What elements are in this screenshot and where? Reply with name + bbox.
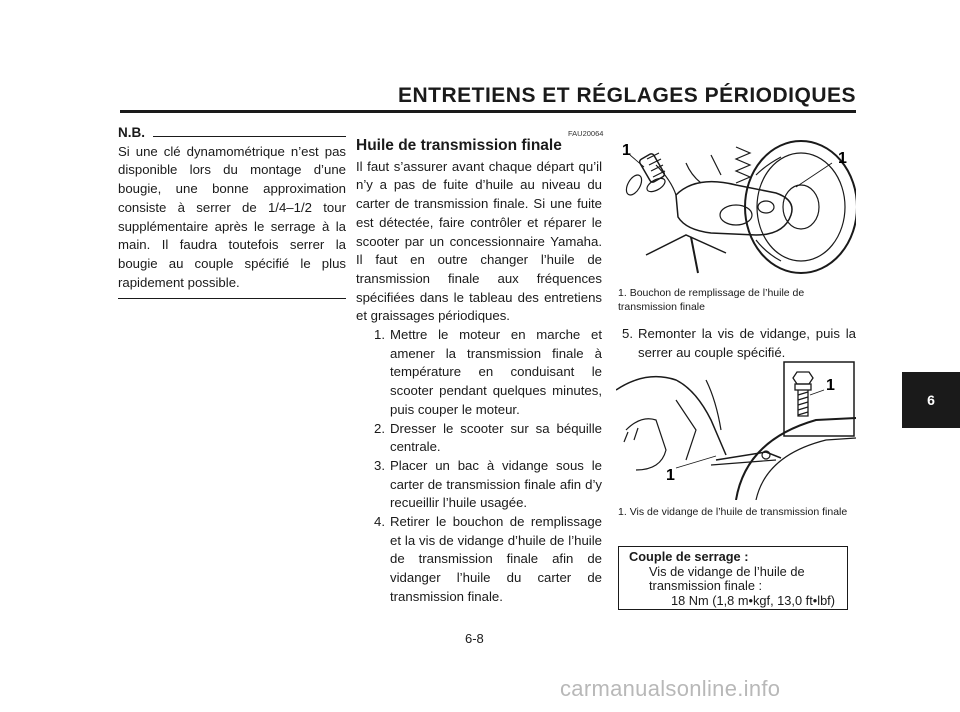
figure1-caption-number: 1. <box>618 287 627 299</box>
steps-list <box>356 326 602 607</box>
torque-item: Vis de vidange de l’huile de transmission finale : <box>649 563 805 593</box>
figure2-callout-main: 1 <box>666 467 675 484</box>
figure1-caption-text: Bouchon de remplissage de l’huile de transmission finale <box>618 287 805 313</box>
figure2-callout-detail: 1 <box>826 377 835 394</box>
figure2-caption-number: 1. <box>618 506 627 518</box>
step-number: 5. <box>622 326 633 341</box>
step-number: 1. <box>374 327 385 343</box>
note-label: N.B. <box>118 125 145 140</box>
note-text: Si une clé dynamométrique n’est pas disponible lors du montage d’une bougie, une bonne approximation consiste à serrer de 1/4–1/2 tour supplémentaire après le serrage à la main. Il faudra toutefois serrer la bougie au couple spécifié le plus rapidement possible. <box>118 143 346 290</box>
section-intro: Il faut s’assurer avant chaque départ qu’il n’y a pas de fuite d’huile au niveau du carter de transmission finale. Si une fuite est détectée, faire contrôler et réparer le scooter par un concessionnaire Yamaha. Il faut en outre changer l’huile de transmission finale aux fréquences spécifiées dans le tableau des entretiens et graissages périodiques. <box>356 158 602 324</box>
figure2-caption <box>618 505 858 519</box>
page-header-title: ENTRETIENS ET RÉGLAGES PÉRIODIQUES <box>397 84 856 107</box>
step-text: Placer un bac à vidange sous le carter de transmission finale afin d’y recueillir l’huile usagée. <box>390 457 602 511</box>
figure1-callout-right: 1 <box>838 150 847 167</box>
step-item <box>356 420 602 457</box>
step-number: 4. <box>374 514 385 530</box>
torque-spec-box <box>618 546 848 610</box>
step-text: Dresser le scooter sur sa béquille centrale. <box>390 420 602 455</box>
step-item <box>616 325 856 362</box>
steps-list-continued <box>616 325 856 362</box>
step-number: 2. <box>374 420 385 436</box>
note-rule-top <box>153 136 346 137</box>
figure-drain-bolt <box>616 360 856 500</box>
torque-value: 18 Nm (1,8 m•kgf, 13,0 ft•lbf) <box>671 592 836 608</box>
figure1-caption <box>618 286 858 314</box>
figure1-callout-left: 1 <box>622 142 631 159</box>
figure2-caption-text: Vis de vidange de l’huile de transmission finale <box>629 506 848 518</box>
section-block <box>356 137 602 607</box>
step-item <box>356 457 602 513</box>
step-item <box>356 513 602 607</box>
section-code: FAU20064 <box>568 129 604 138</box>
chapter-tab: 6 <box>902 372 960 428</box>
header-rule <box>120 110 856 113</box>
step-text: Retirer le bouchon de remplissage et la vis de vidange d’huile de l’huile de transmission finale afin de vidanger l’huile du carter de transmission finale. <box>390 514 602 604</box>
step-text: Remonter la vis de vidange, puis la serrer au couple spécifié. <box>638 326 856 360</box>
figure-oil-filler-cap <box>616 135 856 279</box>
torque-heading: Couple de serrage : <box>629 549 749 564</box>
step-number: 3. <box>374 457 385 473</box>
note-heading-row <box>118 124 346 143</box>
note-rule-bottom <box>118 298 346 299</box>
page-number: 6-8 <box>465 631 484 646</box>
section-title: Huile de transmission finale <box>356 137 562 154</box>
step-text: Mettre le moteur en marche et amener la transmission finale à température en conduisant le scooter pendant quelques minutes, puis couper le moteur. <box>390 327 602 417</box>
step-5-block <box>616 325 856 362</box>
step-item <box>356 326 602 420</box>
watermark: carmanualsonline.info <box>560 676 781 701</box>
note-block <box>118 124 346 299</box>
